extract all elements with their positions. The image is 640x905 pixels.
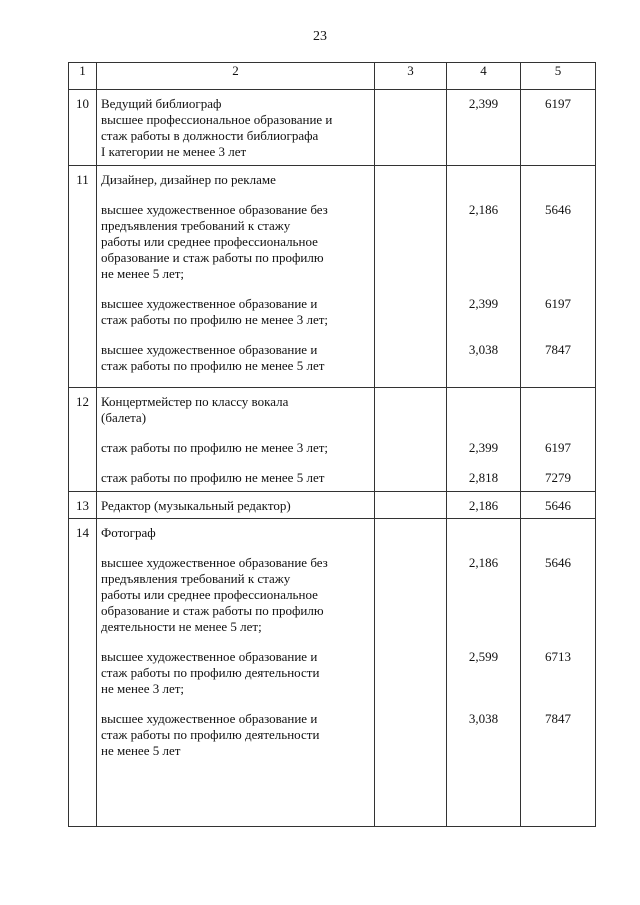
spacer: [447, 603, 520, 619]
requirement-text: образование и стаж работы по профилю: [101, 250, 324, 265]
spacer: [447, 525, 520, 541]
coefficient-value: 2,399: [468, 440, 499, 455]
requirement-text: стаж работы в должности библиографа: [101, 128, 319, 143]
spacer: [521, 410, 595, 426]
empty-cell: [375, 388, 447, 492]
spacer: [447, 266, 520, 282]
salary-value: 7847: [545, 342, 571, 357]
requirement-text: стаж работы по профилю не менее 5 лет: [101, 470, 325, 485]
spacer: [521, 571, 595, 587]
requirement-text: I категории не менее 3 лет: [101, 144, 247, 159]
spacer: [447, 727, 520, 743]
requirement-text: стаж работы по профилю деятельности: [101, 665, 320, 680]
column-header: 1: [69, 63, 97, 90]
salary-value: 6713: [545, 649, 571, 664]
requirement-text: стаж работы по профилю не менее 5 лет: [101, 358, 325, 373]
salary-cell: [521, 166, 596, 388]
requirement-text: высшее художественное образование без: [101, 555, 328, 570]
spacer: [447, 218, 520, 234]
spacer: [521, 603, 595, 619]
salary-value: 7279: [545, 470, 571, 485]
column-header: 4: [447, 63, 521, 90]
requirement-text: предъявления требований к стажу: [101, 218, 291, 233]
requirement-text: высшее художественное образование и: [101, 342, 318, 357]
empty-cell: [375, 492, 447, 519]
requirement-text: образование и стаж работы по профилю: [101, 603, 324, 618]
spacer: [521, 525, 595, 541]
position-cell: [97, 492, 375, 519]
page-number: 23: [313, 29, 327, 44]
position-title: Фотограф: [101, 525, 156, 540]
requirement-text: деятельности не менее 5 лет;: [101, 619, 262, 634]
position-title: Дизайнер, дизайнер по рекламе: [101, 172, 276, 187]
salary-value: 6197: [545, 296, 571, 311]
requirement-text: высшее художественное образование и: [101, 296, 318, 311]
salary-value: 6197: [545, 440, 571, 455]
coefficient-value: 2,399: [468, 296, 499, 311]
coefficient-cell: [447, 492, 521, 519]
spacer: [447, 112, 520, 128]
spacer: [521, 394, 595, 410]
position-cell: [97, 90, 375, 166]
spacer: [521, 358, 595, 374]
spacer: [521, 665, 595, 681]
coefficient-cell: [447, 90, 521, 166]
requirement-text: высшее художественное образование и: [101, 649, 318, 664]
requirement-text: работы или среднее профессиональное: [101, 587, 318, 602]
coefficient-value: 2,186: [468, 498, 499, 513]
coefficient-value: 2,818: [468, 470, 499, 485]
empty-cell: [375, 166, 447, 388]
requirement-text: высшее профессиональное образование и: [101, 112, 333, 127]
column-header: 5: [521, 63, 596, 90]
spacer: [521, 727, 595, 743]
requirement-text: стаж работы по профилю не менее 3 лет;: [101, 440, 329, 455]
spacer: [521, 587, 595, 603]
spacer: [447, 172, 520, 188]
spacer: [447, 571, 520, 587]
spacer: [521, 172, 595, 188]
spacer: [447, 250, 520, 266]
spacer: [447, 234, 520, 250]
spacer: [521, 250, 595, 266]
row-number: 14: [69, 519, 97, 827]
spacer: [521, 312, 595, 328]
spacer: [521, 112, 595, 128]
spacer: [447, 358, 520, 374]
column-header: 3: [375, 63, 447, 90]
position-title: Редактор (музыкальный редактор): [101, 498, 291, 513]
salary-value: 6197: [545, 96, 571, 111]
spacer: [521, 619, 595, 635]
salary-value: 5646: [545, 498, 571, 513]
coefficient-value: 3,038: [468, 711, 499, 726]
column-header: 2: [97, 63, 375, 90]
spacer: [447, 587, 520, 603]
spacer: [521, 266, 595, 282]
empty-cell: [375, 519, 447, 827]
table-row: [69, 492, 596, 519]
coefficient-value: 2,186: [468, 202, 499, 217]
salary-cell: [521, 492, 596, 519]
table-header-row: [69, 63, 596, 90]
spacer: [447, 681, 520, 697]
coefficient-value: 2,599: [468, 649, 499, 664]
salary-table: [68, 62, 596, 827]
salary-cell: [521, 519, 596, 827]
position-title: Ведущий библиограф: [101, 96, 222, 111]
requirement-text: высшее художественное образование без: [101, 202, 328, 217]
salary-value: 7847: [545, 711, 571, 726]
table-row: [69, 90, 596, 166]
empty-cell: [375, 90, 447, 166]
coefficient-value: 2,186: [468, 555, 499, 570]
requirement-text: стаж работы по профилю деятельности: [101, 727, 320, 742]
row-number: 11: [69, 166, 97, 388]
coefficient-cell: [447, 519, 521, 827]
row-number: 10: [69, 90, 97, 166]
row-number: 13: [69, 492, 97, 519]
requirement-text: работы или среднее профессиональное: [101, 234, 318, 249]
salary-value: 5646: [545, 202, 571, 217]
table-row: [69, 519, 596, 827]
position-title: (балета): [101, 410, 147, 425]
spacer: [521, 128, 595, 144]
spacer: [447, 665, 520, 681]
spacer: [521, 743, 595, 759]
spacer: [521, 218, 595, 234]
spacer: [521, 681, 595, 697]
salary-value: 5646: [545, 555, 571, 570]
table-row: [69, 166, 596, 388]
spacer: [447, 394, 520, 410]
coefficient-cell: [447, 166, 521, 388]
spacer: [447, 128, 520, 144]
salary-cell: [521, 90, 596, 166]
spacer: [447, 312, 520, 328]
position-cell: [97, 166, 375, 388]
coefficient-value: 2,399: [468, 96, 499, 111]
spacer: [447, 743, 520, 759]
coefficient-value: 3,038: [468, 342, 499, 357]
position-title: Концертмейстер по классу вокала: [101, 394, 289, 409]
salary-cell: [521, 388, 596, 492]
requirement-text: не менее 5 лет: [101, 743, 181, 758]
position-cell: [97, 388, 375, 492]
requirement-text: предъявления требований к стажу: [101, 571, 291, 586]
requirement-text: стаж работы по профилю не менее 3 лет;: [101, 312, 329, 327]
table-row: [69, 388, 596, 492]
spacer: [521, 234, 595, 250]
row-number: 12: [69, 388, 97, 492]
requirement-text: не менее 3 лет;: [101, 681, 185, 696]
spacer: [447, 619, 520, 635]
coefficient-cell: [447, 388, 521, 492]
position-cell: [97, 519, 375, 827]
requirement-text: не менее 5 лет;: [101, 266, 185, 281]
spacer: [447, 410, 520, 426]
requirement-text: высшее художественное образование и: [101, 711, 318, 726]
